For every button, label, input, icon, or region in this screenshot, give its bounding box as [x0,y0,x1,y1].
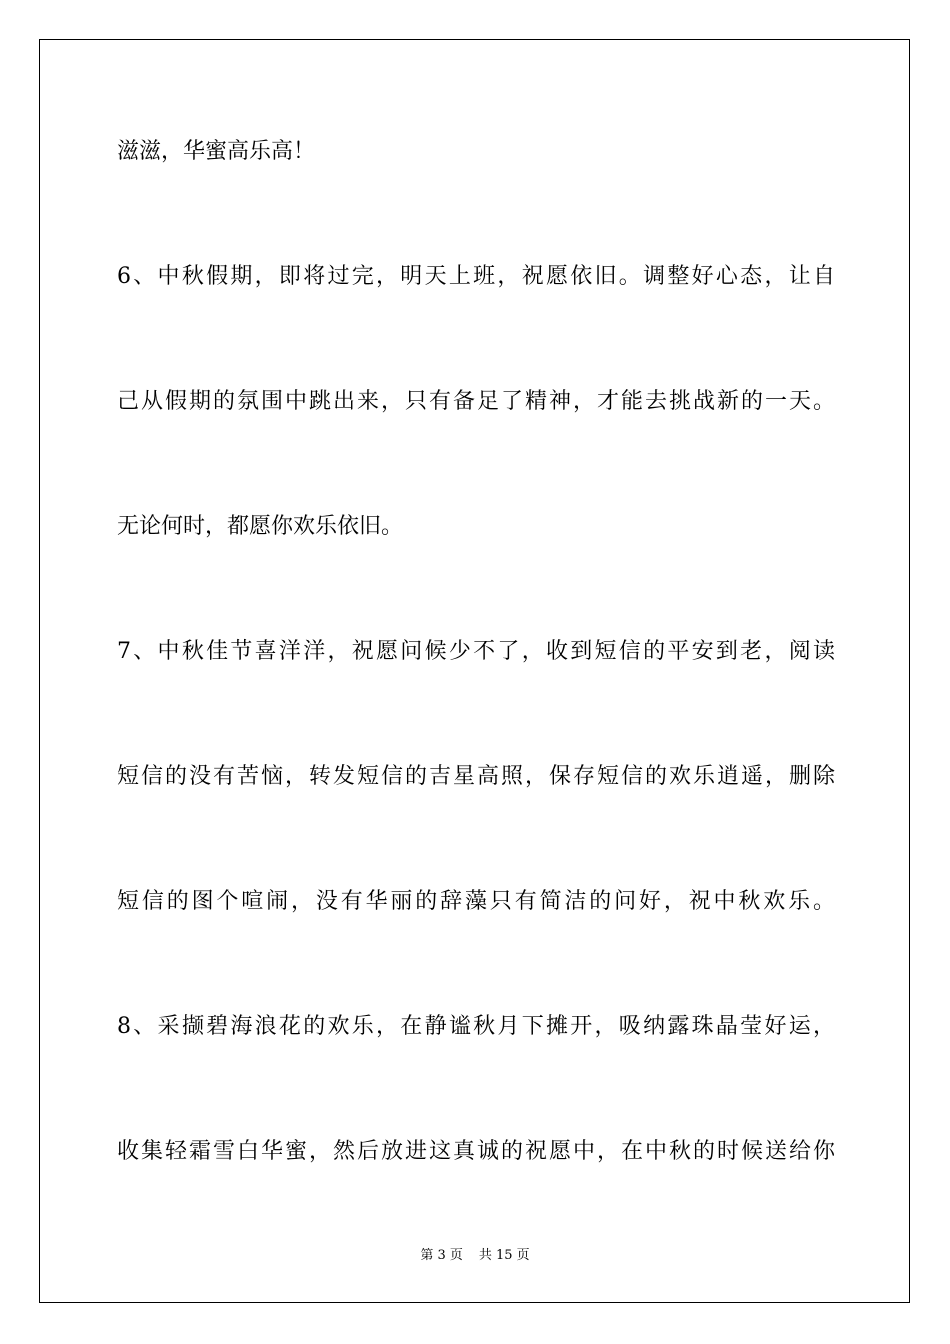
paragraph-line: 滋滋，华蜜高乐高！ [117,139,316,164]
page-number: 第 3 页 [420,1248,463,1263]
paragraph-line: 8、采撷碧海浪花的欢乐，在静谧秋月下摊开，吸纳露珠晶莹好运， [117,1014,835,1039]
paragraph-line: 短信的图个喧闹，没有华丽的辞藻只有简洁的问好，祝中秋欢乐。 [117,889,835,914]
paragraph-line: 收集轻霜雪白华蜜，然后放进这真诚的祝愿中，在中秋的时候送给你 [117,1139,835,1164]
paragraph-line: 己从假期的氛围中跳出来，只有备足了精神，才能去挑战新的一天。 [117,389,835,414]
paragraph-line: 6、中秋假期，即将过完，明天上班，祝愿依旧。调整好心态，让自 [117,264,835,289]
page-footer [0,1246,950,1266]
paragraph-line: 无论何时，都愿你欢乐依旧。 [117,514,404,539]
total-pages: 共 15 页 [478,1248,530,1263]
paragraph-line: 7、中秋佳节喜洋洋，祝愿问候少不了，收到短信的平安到老，阅读 [117,639,835,664]
paragraph-line: 短信的没有苦恼，转发短信的吉星高照，保存短信的欢乐逍遥，删除 [117,764,835,789]
